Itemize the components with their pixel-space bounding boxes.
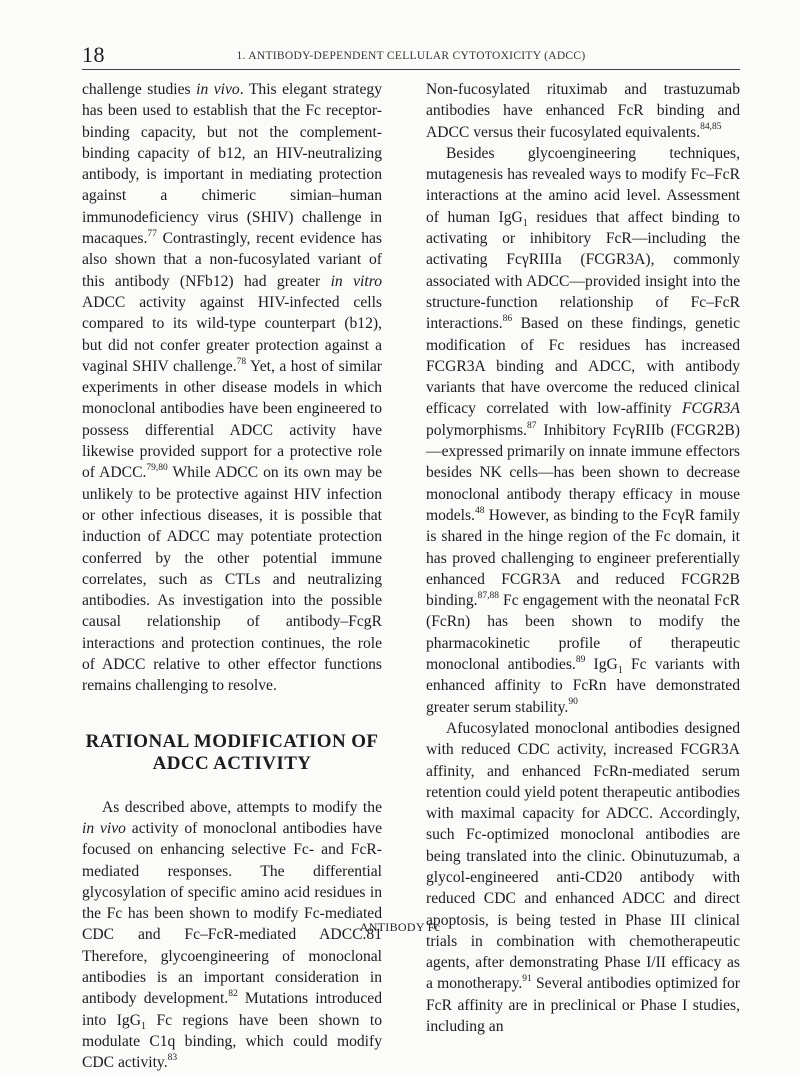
section-heading-line-2: ADCC ACTIVITY <box>152 752 312 774</box>
right-paragraph-1: Non-fucosylated rituximab and trastuzumab antibodies have enhanced FcR binding and ADCC versus their fucosylated equivalents.$^{84,85}$ <box>426 81 740 141</box>
right-column <box>426 79 740 1037</box>
right-paragraph-2: Besides glycoengineering techniques, mutagenesis has revealed ways to modify Fc–FcR interactions at the amino acid level. Assessment of human IgG$_1$ residues that affect binding to activating or inhibitory FcR—including the activating FcγRIIIa (FCGR3A), commonly associated with ADCC—provided insight into the structure-function relationship of Fc–FcR interactions.$^{86}$ Based on these findings, genetic modification of Fc residues has increased FCGR3A binding and ADCC, with antibody variants that have overcome the reduced clinical efficacy correlated with low-affinity FCGR3A polymorphisms.$^{87}$ Inhibitory FcγRIIb (FCGR2B)—expressed primarily on innate immune effectors besides NK cells—has been shown to decrease monoclonal antibody therapy efficacy in mouse models.$^{48}$ However, as binding to the FcγR family is shared in the hinge region of the Fc domain, it has proved challenging to engineer preferentially enhanced FCGR3A and reduced FCGR2B binding.$^{87,88}$ Fc engagement with the neonatal FcR (FcRn) has been shown to modify the pharmacokinetic profile of therapeutic monoclonal antibodies.$^{89}$ IgG$_1$ Fc variants with enhanced affinity to FcRn have demonstrated greater serum stability.$^{90}$ <box>426 144 741 716</box>
page-footer: ANTIBODY Fc <box>359 920 441 934</box>
section-heading-line-1: RATIONAL MODIFICATION OF <box>85 730 379 752</box>
section-heading <box>82 731 382 775</box>
header-rule <box>82 69 740 70</box>
page-number: 18 <box>82 42 105 67</box>
page-header <box>82 40 740 70</box>
left-paragraph-2: As described above, attempts to modify the in vivo activity of monoclonal antibodies have focused on enhancing selective Fc- and FcR-mediated responses. The differential glycosylation of specific amino acid residues in the Fc has been shown to modify Fc-mediated CDC and Fc–FcR-mediated ADCC.81 Therefore, glycoengineering of monoclonal antibodies is an important consideration in antibody development.$^{82}$ Mutations introduced into IgG$_1$ Fc regions have been shown to modulate C1q binding, which could modify CDC activity.$^{83}$ <box>82 798 382 1072</box>
running-head: 1. ANTIBODY-DEPENDENT CELLULAR CYTOTOXICITY (ADCC) <box>236 50 586 62</box>
left-paragraph-1: challenge studies in vivo. This elegant strategy has been used to establish that the Fc receptor-binding capacity, but not the complement-binding capacity of b12, an HIV-neutralizing antibody, is important in mediating protection against a chimeric simian–human immunodeficiency virus (SHIV) challenge in macaques.$^{77}$ Contrastingly, recent evidence has also shown that a non-fucosylated variant of this antibody (NFb12) had greater in vitro ADCC activity against HIV-infected cells compared to its wild-type counterpart (b12), but did not confer greater protection against a vaginal SHIV challenge.$^{78}$ Yet, a host of similar experiments in other disease models in which monoclonal antibodies have been engineered to possess differential ADCC activity have likewise provided support for a protective role of ADCC.$^{79,80}$ While ADCC on its own may be unlikely to be protective against HIV infection or other infectious diseases, it is possible that induction of ADCC may potentiate protection conferred by the other potential immune correlates, such as CTLs and neutralizing antibodies. As investigation into the possible causal relationship of antibody–FcgR interactions and protection continues, the role of ADCC relative to other effector functions remains challenging to resolve. <box>82 81 383 695</box>
right-paragraph-3: Afucosylated monoclonal antibodies designed with reduced CDC activity, increased FCGR3A affinity, and enhanced FcRn-mediated serum retention could yield potent therapeutic antibodies with maximal capacity for ADCC. Accordingly, such Fc-optimized monoclonal antibodies are being translated into the clinic. Obinutuzumab, a glycol-engineered anti-CD20 antibody with reduced CDC and enhanced ADCC and direct apoptosis, is being tested in Phase III clinical trials in combination with chemotherapeutic agents, after demonstrating Phase I/II efficacy as a monotherapy.$^{91}$ Several antibodies optimized for FcR affinity are in preclinical or Phase I studies, including an <box>426 719 740 1036</box>
